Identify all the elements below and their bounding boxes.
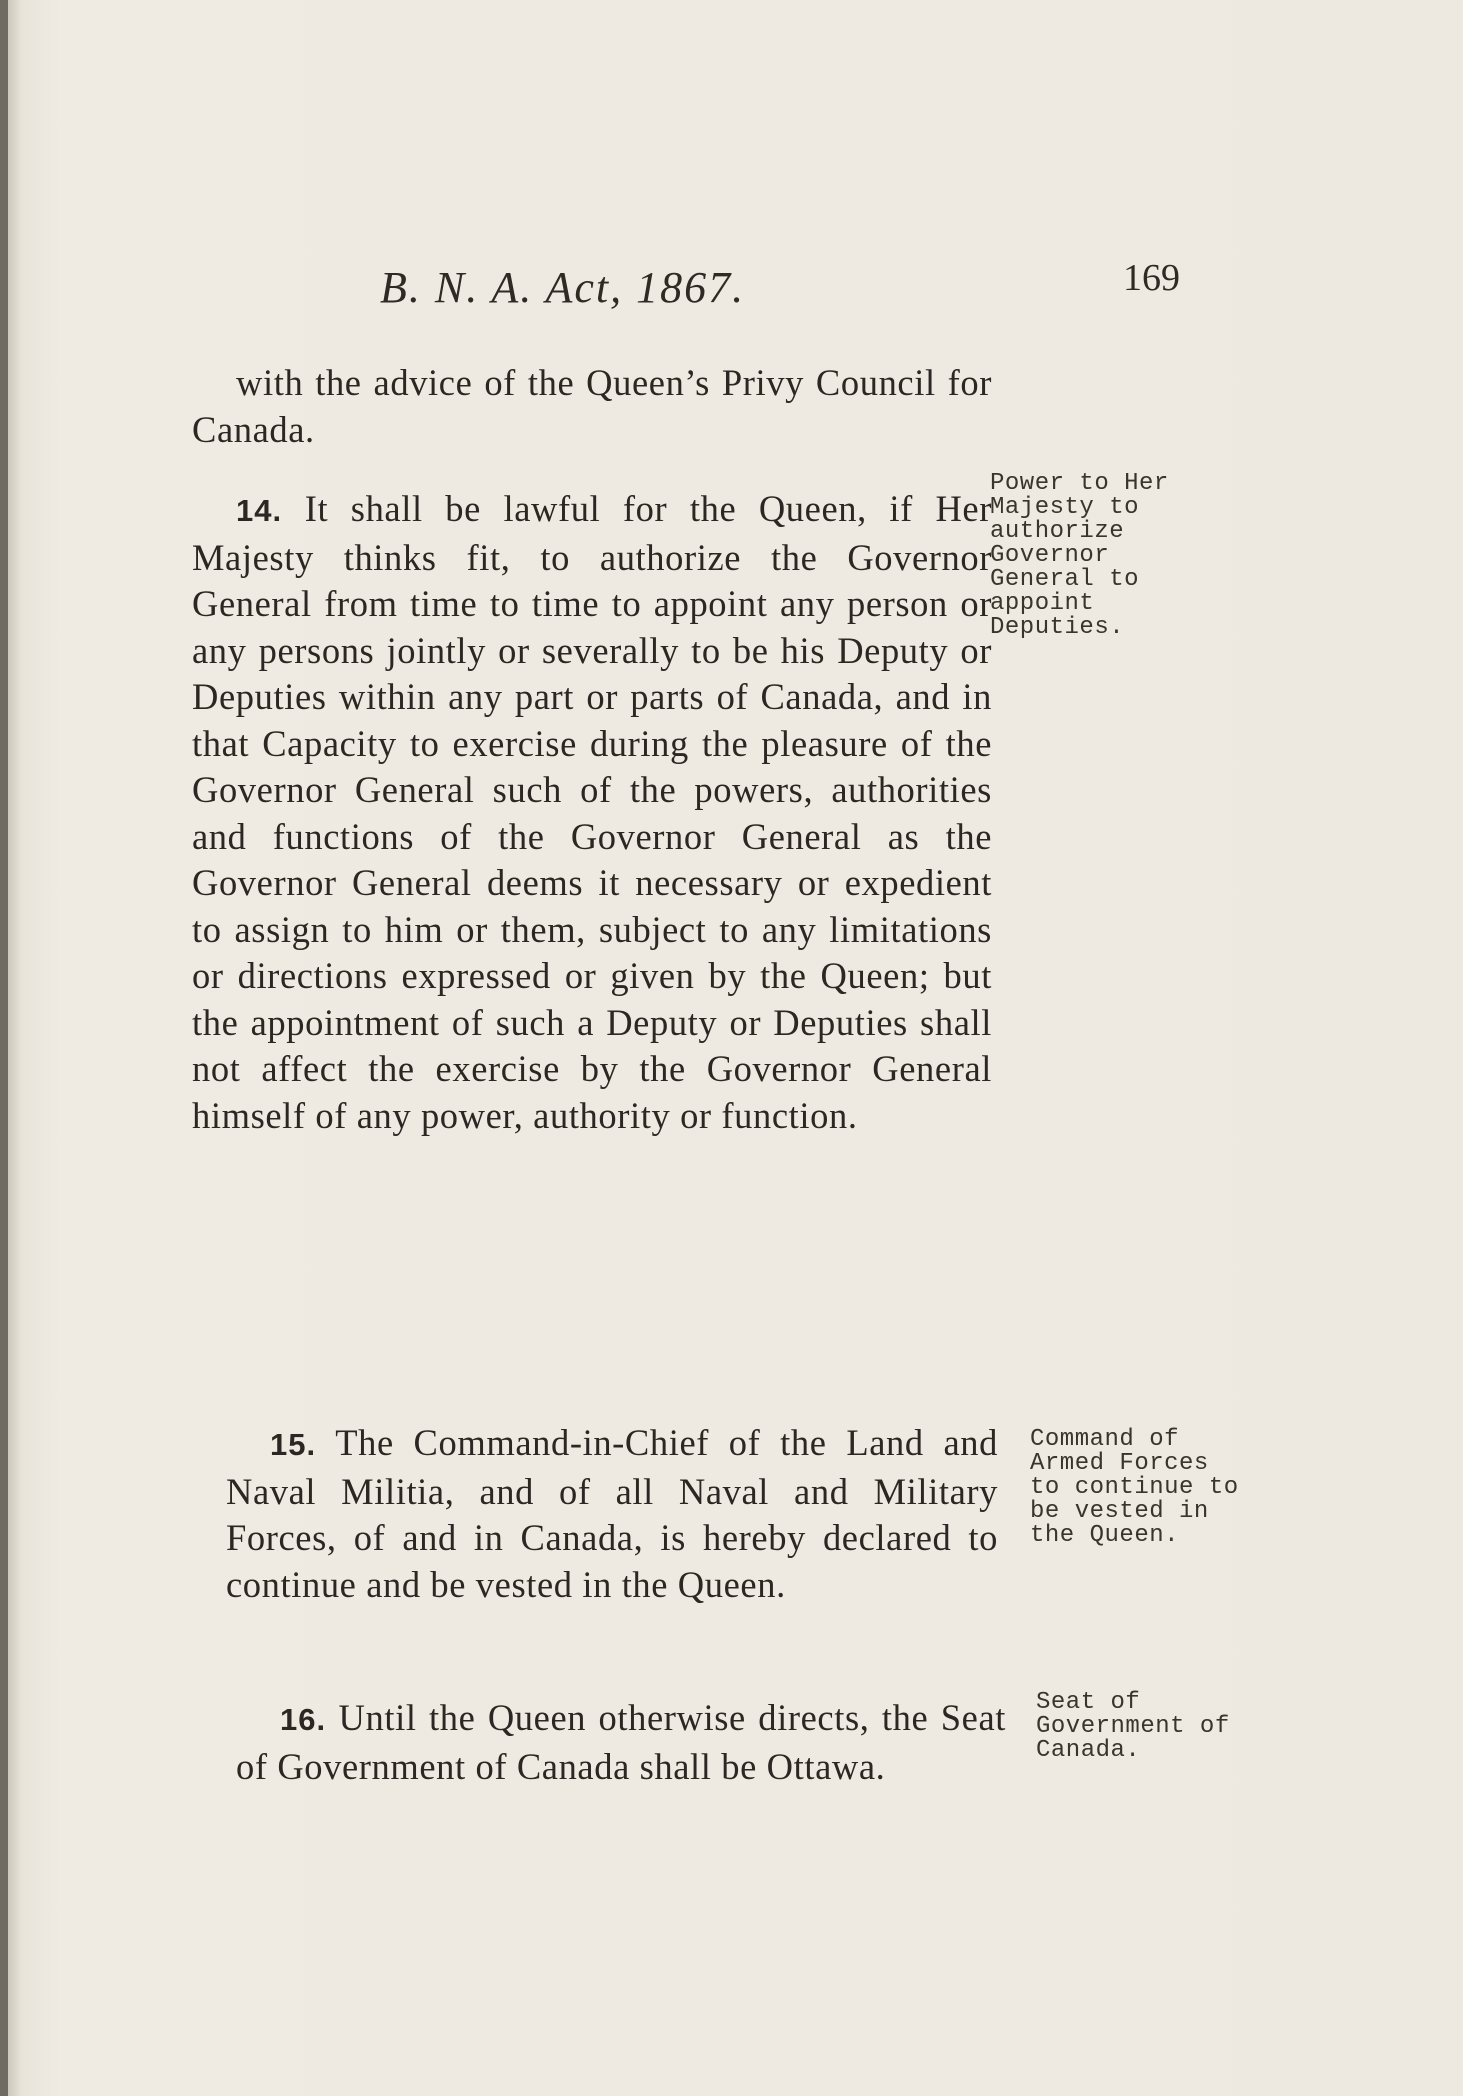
marginal-note-15: Command of Armed Forces to continue to be vested in the Queen. [1030,1426,1239,1549]
section-number: 14. [236,493,283,528]
running-title: B. N. A. Act, 1867. [380,263,746,312]
section-number: 16. [280,1702,327,1737]
marginal-note-16: Seat of Government of Canada. [1036,1689,1230,1764]
section-16 [236,1695,1006,1790]
page-header [380,257,1180,322]
section-text: It shall be lawful for the Queen, if Her Majesty thinks fit, to authorize the Governor General from time to time to appoint any person or any persons jointly or severally to be his Deputy or Deputies within any part or parts of Canada, and in that Capacity to exercise during the pleasure of the Governor General such of the powers, authorities and functions of the Governor General as the Governor General deems it necessary or expedient to assign to him or them, subject to any limitations or directions expressed or given by the Queen; but the appointment of such a Deputy or Deputies shall not affect the exercise by the Governor General himself of any power, authority or function. [192,488,992,1136]
section-15 [226,1420,998,1608]
book-spine-edge [0,0,8,2096]
marginal-note-14: Power to Her Majesty to authorize Governor General to appoint Deputies. [990,470,1169,641]
continued-text: with the advice of the Queen’s Privy Council for Canada. [192,362,992,450]
section-number: 15. [270,1427,317,1462]
section-text: The Command-in-Chief of the Land and Naval Militia, and of all Naval and Military Forces, of and in Canada, is hereby declared to continue and be vested in the Queen. [226,1422,998,1605]
page-number: 169 [1123,257,1180,299]
section-14 [192,486,992,1139]
section-text: Until the Queen otherwise directs, the Seat of Government of Canada shall be Ottawa. [236,1697,1006,1787]
